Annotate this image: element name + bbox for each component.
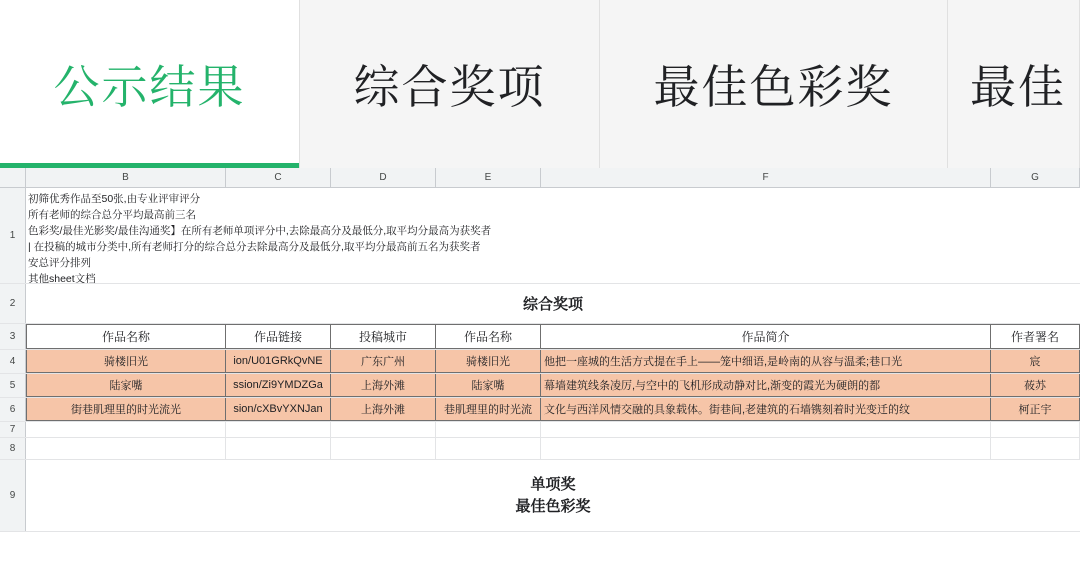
notes-line: 色彩奖/最佳光影奖/最佳沟通奖】在所有老师单项评分中,去除最高分及最低分,取平均分最高为获奖者: [28, 225, 492, 237]
cell-empty[interactable]: [331, 438, 436, 459]
cell-name2[interactable]: 骑楼旧光: [436, 350, 541, 373]
table-row: [0, 374, 1080, 398]
row-header-2[interactable]: 2: [0, 284, 26, 323]
table-row: [0, 438, 1080, 460]
grid-corner[interactable]: [0, 168, 26, 187]
cell-empty[interactable]: [226, 422, 331, 437]
row-header-7[interactable]: 7: [0, 422, 26, 437]
section-title[interactable]: 综合奖项: [522, 296, 583, 313]
cell-description[interactable]: 文化与西洋风情交融的具象载体。街巷间,老建筑的石墙镌刻着时光变迁的纹: [541, 398, 991, 421]
notes-line: 所有老师的综合总分平均最高前三名: [28, 209, 196, 221]
table-row: [0, 398, 1080, 422]
sheet-tab-1[interactable]: [300, 0, 600, 168]
column-header-d[interactable]: D: [331, 168, 436, 187]
table-column-header[interactable]: 作品链接: [226, 324, 331, 349]
table-column-header[interactable]: 作品简介: [541, 324, 991, 349]
cell-link[interactable]: sion/cXBvYXNJan: [226, 398, 331, 421]
row-header-6[interactable]: 6: [0, 398, 26, 421]
cell-empty[interactable]: [436, 438, 541, 459]
table-row: [0, 188, 1080, 284]
cell-name[interactable]: 陆家嘴: [26, 374, 226, 397]
cell-empty[interactable]: [226, 438, 331, 459]
cell-link[interactable]: ion/U01GRkQvNE: [226, 350, 331, 373]
column-header-g[interactable]: G: [991, 168, 1080, 187]
column-header-b[interactable]: B: [26, 168, 226, 187]
table-row: [0, 284, 1080, 324]
second-section-line2: 最佳色彩奖: [515, 497, 591, 515]
cell-name[interactable]: 骑楼旧光: [26, 350, 226, 373]
row-header-5[interactable]: 5: [0, 374, 26, 397]
notes-line: 初筛优秀作品至50张,由专业评审评分: [28, 193, 201, 205]
sheet-tab-label: 最佳: [970, 61, 1066, 113]
row-header-9[interactable]: 9: [0, 460, 26, 531]
table-column-header[interactable]: 作品名称: [26, 324, 226, 349]
table-header-row: [0, 324, 1080, 350]
cell-empty[interactable]: [541, 422, 991, 437]
second-section-line1: 单项奖: [530, 475, 576, 493]
cell-empty[interactable]: [991, 438, 1080, 459]
row-header-4[interactable]: 4: [0, 350, 26, 373]
column-header-row: [0, 168, 1080, 188]
column-header-f[interactable]: F: [541, 168, 991, 187]
cell-author[interactable]: 宸: [991, 350, 1080, 373]
notes-block[interactable]: [26, 188, 1080, 283]
cell-empty[interactable]: [436, 422, 541, 437]
column-header-e[interactable]: E: [436, 168, 541, 187]
table-column-header[interactable]: 作品名称: [436, 324, 541, 349]
cell-name2[interactable]: 巷肌理里的时光流: [436, 398, 541, 421]
cell-city[interactable]: 上海外滩: [331, 374, 436, 397]
cell-description[interactable]: 他把一座城的生活方式提在手上——笼中细语,是岭南的从容与温柔;巷口光: [541, 350, 991, 373]
cell-description[interactable]: 幕墙建筑线条凌厉,与空中的飞机形成动静对比,渐变的霞光为硬朗的都: [541, 374, 991, 397]
row-header-3[interactable]: 3: [0, 324, 26, 349]
sheet-tab-label: 最佳色彩奖: [653, 61, 894, 113]
row-header-1[interactable]: 1: [0, 188, 26, 283]
cell-author[interactable]: 柯正宇: [991, 398, 1080, 421]
sheet-tab-2[interactable]: [600, 0, 948, 168]
notes-line: 安总评分排列: [28, 257, 91, 269]
cell-empty[interactable]: [331, 422, 436, 437]
sheet-tab-0[interactable]: [0, 0, 300, 168]
cell-link[interactable]: ssion/Zi9YMDZGa: [226, 374, 331, 397]
cell-name[interactable]: 街巷肌理里的时光流光: [26, 398, 226, 421]
cell-name2[interactable]: 陆家嘴: [436, 374, 541, 397]
table-row: [0, 422, 1080, 438]
table-column-header[interactable]: 作者署名: [991, 324, 1080, 349]
table-column-header[interactable]: 投稿城市: [331, 324, 436, 349]
notes-line: 其他sheet文档: [28, 273, 96, 283]
sheet-tab-bar: [0, 0, 1080, 168]
column-header-c[interactable]: C: [226, 168, 331, 187]
sheet-tab-label: 公示结果: [53, 61, 246, 113]
cell-city[interactable]: 上海外滩: [331, 398, 436, 421]
row-header-8[interactable]: 8: [0, 438, 26, 459]
table-row: [0, 350, 1080, 374]
second-section-title[interactable]: [26, 460, 1080, 531]
cell-city[interactable]: 广东广州: [331, 350, 436, 373]
cell-empty[interactable]: [26, 422, 226, 437]
cell-empty[interactable]: [26, 438, 226, 459]
cell-empty[interactable]: [991, 422, 1080, 437]
cell-empty[interactable]: [541, 438, 991, 459]
table-row: [0, 460, 1080, 532]
cell-author[interactable]: 莜苏: [991, 374, 1080, 397]
sheet-tab-3[interactable]: [948, 0, 1080, 168]
notes-line: | 在投稿的城市分类中,所有老师打分的综合总分去除最高分及最低分,取平均分最高前五名为获奖者: [28, 241, 481, 253]
sheet-grid: [0, 188, 1080, 576]
sheet-tab-label: 综合奖项: [353, 61, 546, 113]
